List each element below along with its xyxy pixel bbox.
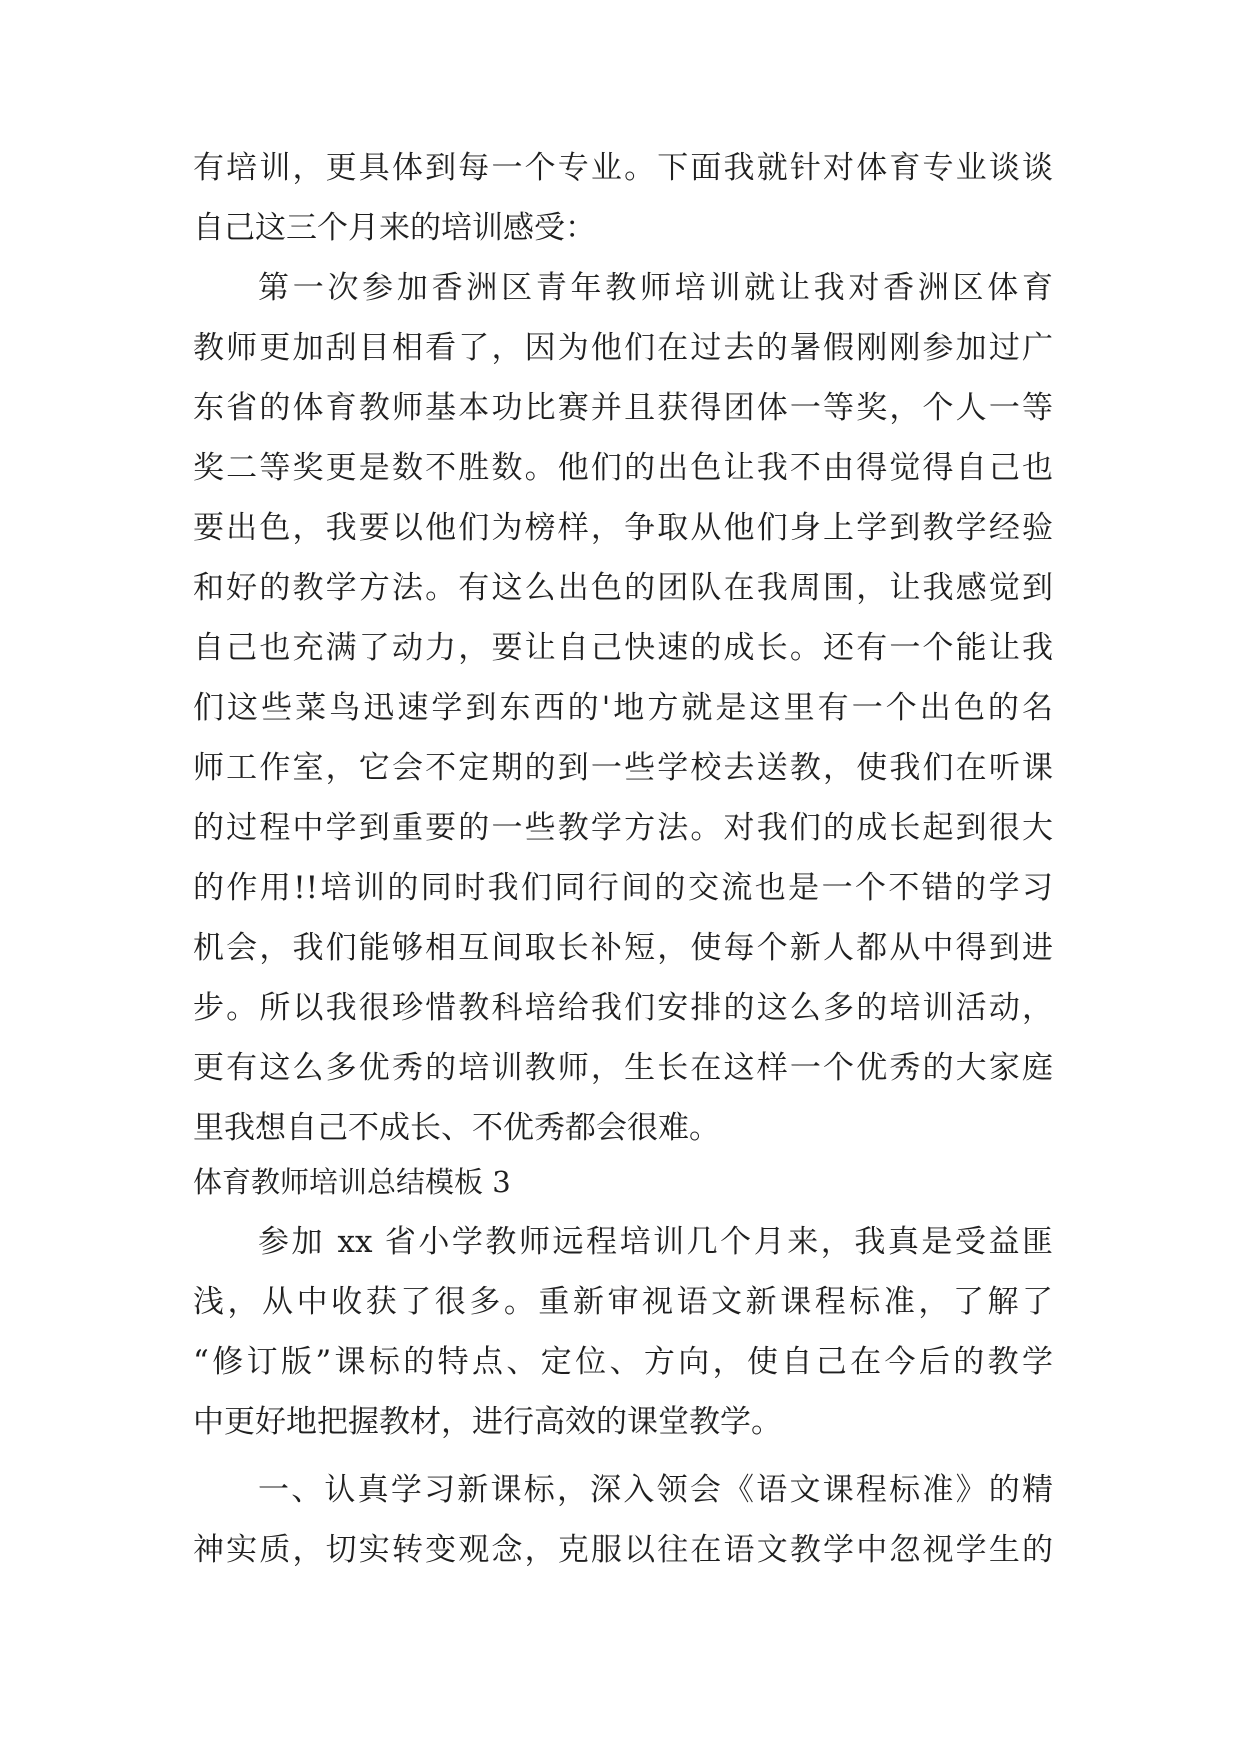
paragraph-line: 的过程中学到重要的一些教学方法。对我们的成长起到很大 [193,810,1053,846]
paragraph-line: “修订版”课标的特点、定位、方向，使自己在今后的教学 [193,1344,1053,1380]
paragraph-line: 要出色，我要以他们为榜样，争取从他们身上学到教学经验 [193,510,1053,546]
paragraph-line: 步。所以我很珍惜教科培给我们安排的这么多的培训活动， [193,990,1053,1026]
paragraph-line: 一、认真学习新课标，深入领会《语文课程标准》的精 [258,1472,1053,1508]
paragraph-line: 中更好地把握教材，进行高效的课堂教学。 [193,1404,782,1440]
paragraph-line: 东省的体育教师基本功比赛并且获得团体一等奖，个人一等 [193,390,1053,426]
paragraph-line: 的作用!!培训的同时我们同行间的交流也是一个不错的学习 [193,870,1053,906]
paragraph-line: 教师更加刮目相看了，因为他们在过去的暑假刚刚参加过广 [193,330,1053,366]
paragraph-line: 里我想自己不成长、不优秀都会很难。 [193,1110,720,1146]
section-heading: 体育教师培训总结模板 3 [193,1165,511,1199]
paragraph-line: 浅，从中收获了很多。重新审视语文新课程标准，了解了 [193,1284,1053,1320]
paragraph-line: 机会，我们能够相互间取长补短，使每个新人都从中得到进 [193,930,1053,966]
paragraph-line: 自己这三个月来的培训感受： [193,210,596,246]
paragraph-line: 自己也充满了动力，要让自己快速的成长。还有一个能让我 [193,630,1053,666]
paragraph-line: 们这些菜鸟迅速学到东西的'地方就是这里有一个出色的名 [193,690,1053,726]
paragraph-line: 参加 xx 省小学教师远程培训几个月来，我真是受益匪 [258,1224,1053,1260]
paragraph-line: 师工作室，它会不定期的到一些学校去送教，使我们在听课 [193,750,1053,786]
paragraph-line: 有培训，更具体到每一个专业。下面我就针对体育专业谈谈 [193,150,1053,186]
paragraph-line: 神实质，切实转变观念，克服以往在语文教学中忽视学生的 [193,1532,1053,1568]
paragraph-line: 和好的教学方法。有这么出色的团队在我周围，让我感觉到 [193,570,1053,606]
paragraph-line: 第一次参加香洲区青年教师培训就让我对香洲区体育 [258,270,1053,306]
paragraph-line: 更有这么多优秀的培训教师，生长在这样一个优秀的大家庭 [193,1050,1053,1086]
paragraph-line: 奖二等奖更是数不胜数。他们的出色让我不由得觉得自己也 [193,450,1053,486]
